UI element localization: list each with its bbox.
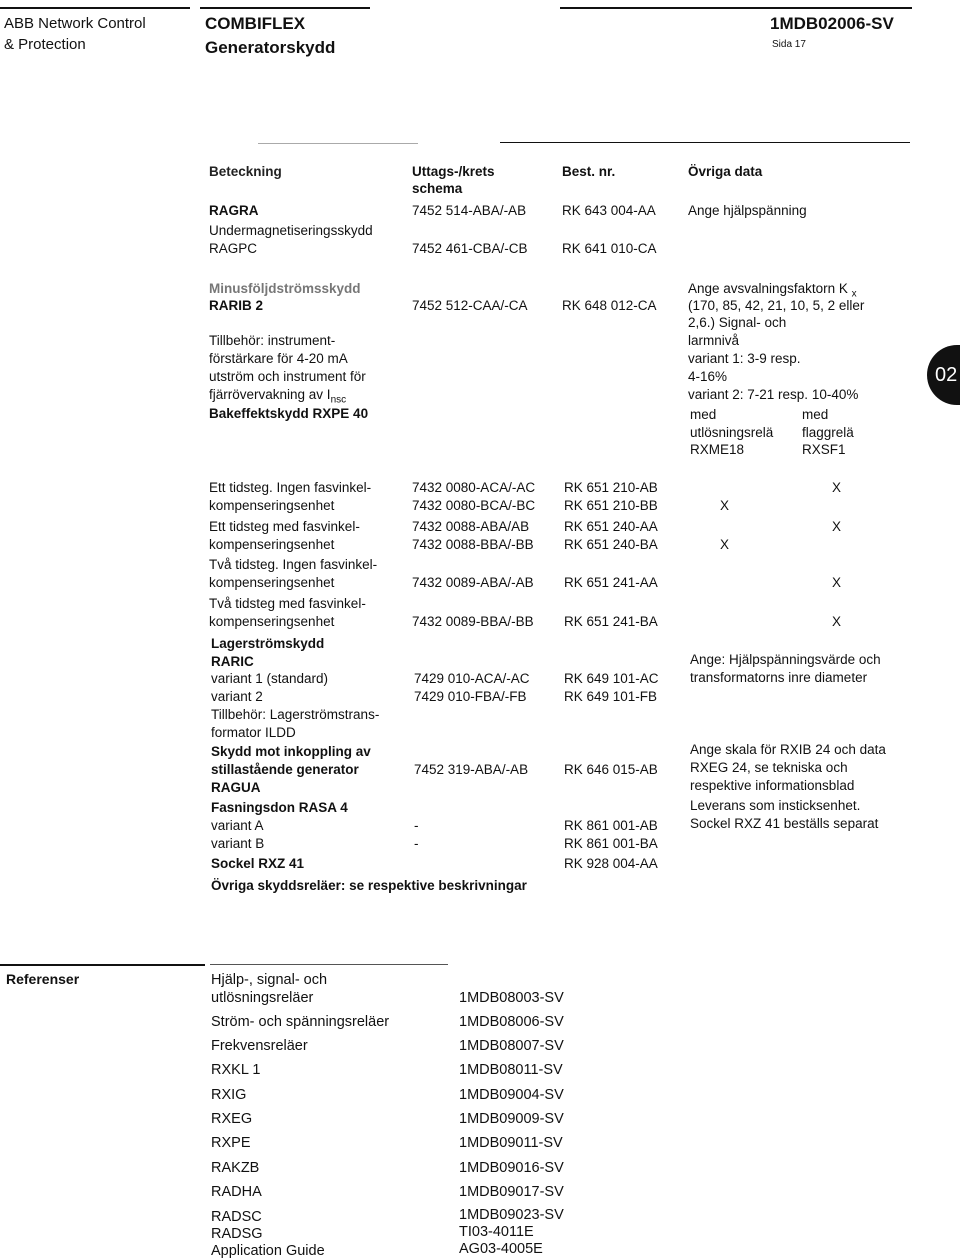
rarib-note-2: (170, 85, 42, 21, 10, 5, 2 eller xyxy=(688,298,865,313)
row4-flag-mark: X xyxy=(832,614,842,629)
col-head-schema-2: schema xyxy=(412,181,463,196)
rarib-accessory-2: förstärkare för 4-20 mA xyxy=(209,351,348,366)
raric-accessory-2: formator ILDD xyxy=(211,725,296,740)
raric-note-1: Ange: Hjälpspänningsvärde och xyxy=(690,652,881,667)
rxme18-label: RXME18 xyxy=(690,442,745,457)
row2-flag-mark: X xyxy=(832,519,842,534)
rarib-note-1-text: Ange avsvalningsfaktorn K xyxy=(688,281,848,296)
row1-schema-1: 7432 0080-ACA/-AC xyxy=(412,480,536,495)
section-rule-right xyxy=(500,142,910,143)
chapter-tab xyxy=(927,345,960,405)
row2-trip-mark: X xyxy=(720,537,730,552)
lager-heading: Lagerströmskydd xyxy=(211,636,325,651)
document-number: 1MDB02006-SV xyxy=(770,14,894,33)
row4-desc-2: kompenseringsenhet xyxy=(209,614,335,629)
fas-variant-a-order: RK 861 001-AB xyxy=(564,818,658,833)
row3-desc-2: kompenseringsenhet xyxy=(209,575,335,590)
ref-name-1: Ström- och spänningsreläer xyxy=(211,1014,390,1030)
page-number: Sida 17 xyxy=(772,39,806,50)
rarib-note-4: larmnivå xyxy=(688,333,740,348)
ragra-label: RAGRA xyxy=(209,203,259,218)
ref-name-9: RADSC xyxy=(211,1209,262,1225)
med-label-1: med xyxy=(690,407,717,422)
fas-variant-a: variant A xyxy=(211,818,264,833)
rarib-accessory-3: utström och instrument för xyxy=(209,369,366,384)
rarib-note-7: variant 2: 7-21 resp. 10-40% xyxy=(688,387,859,402)
ref-code-1: 1MDB08006-SV xyxy=(459,1014,564,1030)
raric-variant1-order: RK 649 101-AC xyxy=(564,671,659,686)
flag-relay-label: flaggrelä xyxy=(802,425,854,440)
rarib-accessory-4-sub: nsc xyxy=(330,394,347,406)
row2-schema-2: 7432 0088-BBA/-BB xyxy=(412,537,534,552)
row2-schema-1: 7432 0088-ABA/AB xyxy=(412,519,530,534)
ref-name-7: RAKZB xyxy=(211,1160,260,1176)
row2-desc-1: Ett tidsteg med fasvinkel- xyxy=(209,519,360,534)
row2-order-2: RK 651 240-BA xyxy=(564,537,658,552)
fas-note-2: Sockel RXZ 41 beställs separat xyxy=(690,816,879,831)
raric-variant2: variant 2 xyxy=(211,689,263,704)
company-line2: & Protection xyxy=(4,36,86,53)
rarib-note-1-sub: x xyxy=(851,288,857,300)
row4-schema: 7432 0089-BBA/-BB xyxy=(412,614,534,629)
rarib-note-3: 2,6.) Signal- och xyxy=(688,315,787,330)
fas-variant-b-schema: - xyxy=(414,836,419,851)
rarib-accessory-1: Tillbehör: instrument- xyxy=(209,333,336,348)
ragua-order: RK 646 015-AB xyxy=(564,762,658,777)
ref-name-11: Application Guide xyxy=(211,1243,325,1259)
row1-order-2: RK 651 210-BB xyxy=(564,498,658,513)
row1-trip-mark: X xyxy=(720,498,730,513)
rarib-note-5: variant 1: 3-9 resp. xyxy=(688,351,801,366)
other-relays-note: Övriga skyddsreläer: se respektive beskrivningar xyxy=(211,878,527,893)
row4-order: RK 651 241-BA xyxy=(564,614,658,629)
ragra-schema: 7452 514-ABA/-AB xyxy=(412,203,527,218)
row4-desc-1: Två tidsteg med fasvinkel- xyxy=(209,596,366,611)
fas-variant-a-schema: - xyxy=(414,818,419,833)
refs-rule-right xyxy=(210,964,448,965)
row2-order-1: RK 651 240-AA xyxy=(564,519,658,534)
ragpc-order: RK 641 010-CA xyxy=(562,241,657,256)
row1-desc-2: kompenseringsenhet xyxy=(209,498,335,513)
ragra-note: Ange hjälpspänning xyxy=(688,203,807,218)
ref-code-9: 1MDB09023-SV xyxy=(459,1207,564,1223)
trip-relay-label: utlösningsrelä xyxy=(690,425,774,440)
raric-variant2-schema: 7429 010-FBA/-FB xyxy=(414,689,527,704)
header-rule-left xyxy=(0,7,190,9)
minus-heading: Minusföljdströmsskydd xyxy=(209,281,361,296)
ref-code-5: 1MDB09009-SV xyxy=(459,1111,564,1127)
product-subtitle: Generatorskydd xyxy=(205,38,336,57)
med-label-2: med xyxy=(802,407,829,422)
header-rule-right xyxy=(560,7,912,9)
section-rule-left xyxy=(258,143,418,144)
raric-note-2: transformatorns inre diameter xyxy=(690,670,868,685)
row1-desc-1: Ett tidsteg. Ingen fasvinkel- xyxy=(209,480,372,495)
fas-note-1: Leverans som insticksenhet. xyxy=(690,798,861,813)
row1-schema-2: 7432 0080-BCA/-BC xyxy=(412,498,536,513)
sockel-label: Sockel RXZ 41 xyxy=(211,856,305,871)
rarib-schema: 7452 512-CAA/-CA xyxy=(412,298,528,313)
row1-order-1: RK 651 210-AB xyxy=(564,480,658,495)
ref-name-6: RXPE xyxy=(211,1135,251,1151)
ref-name-0b: utlösningsreläer xyxy=(211,990,314,1006)
company-line1: ABB Network Control xyxy=(4,15,146,32)
fas-variant-b: variant B xyxy=(211,836,265,851)
ragra-order: RK 643 004-AA xyxy=(562,203,656,218)
sockel-order: RK 928 004-AA xyxy=(564,856,658,871)
ref-name-8: RADHA xyxy=(211,1184,262,1200)
refs-rule-left xyxy=(0,964,205,966)
ragua-note-1: Ange skala för RXIB 24 och data xyxy=(690,742,886,757)
col-head-schema-1: Uttags-/krets xyxy=(412,164,495,179)
ragua-note-3: respektive informationsblad xyxy=(690,778,855,793)
refs-title: Referenser xyxy=(6,971,80,987)
col-head-designation: Beteckning xyxy=(209,164,282,179)
ref-code-3: 1MDB08011-SV xyxy=(459,1062,563,1078)
raric-variant1: variant 1 (standard) xyxy=(211,671,329,686)
ref-code-10: TI03-4011E xyxy=(459,1224,534,1240)
ref-code-7: 1MDB09016-SV xyxy=(459,1160,564,1176)
skydd-heading-1: Skydd mot inkoppling av xyxy=(211,744,371,759)
raric-variant2-order: RK 649 101-FB xyxy=(564,689,658,704)
header-rule-mid xyxy=(200,7,370,9)
ref-name-10: RADSG xyxy=(211,1226,263,1242)
rarib-label: RARIB 2 xyxy=(209,298,264,313)
ref-name-2: Frekvensreläer xyxy=(211,1038,308,1054)
fasningsdon-heading: Fasningsdon RASA 4 xyxy=(211,800,348,815)
row3-schema: 7432 0089-ABA/-AB xyxy=(412,575,534,590)
ref-code-8: 1MDB09017-SV xyxy=(459,1184,564,1200)
col-head-order-no: Best. nr. xyxy=(562,164,616,179)
ragpc-schema: 7452 461-CBA/-CB xyxy=(412,241,528,256)
ragpc-label: RAGPC xyxy=(209,241,258,256)
col-head-other-data: Övriga data xyxy=(688,164,763,179)
row3-flag-mark: X xyxy=(832,575,842,590)
ref-code-2: 1MDB08007-SV xyxy=(459,1038,564,1054)
ragua-note-2: RXEG 24, se tekniska och xyxy=(690,760,848,775)
bakeffekt-label: Bakeffektskydd RXPE 40 xyxy=(209,406,369,421)
ref-name-4: RXIG xyxy=(211,1087,247,1103)
ref-name-5: RXEG xyxy=(211,1111,253,1127)
raric-accessory-1: Tillbehör: Lagerströmstrans- xyxy=(211,707,380,722)
row3-order: RK 651 241-AA xyxy=(564,575,658,590)
rarib-order: RK 648 012-CA xyxy=(562,298,657,313)
ragua-label: RAGUA xyxy=(211,780,261,795)
raric-variant1-schema: 7429 010-ACA/-AC xyxy=(414,671,530,686)
row1-flag-mark: X xyxy=(832,480,842,495)
ref-code-0: 1MDB08003-SV xyxy=(459,990,564,1006)
row3-desc-1: Två tidsteg. Ingen fasvinkel- xyxy=(209,557,378,572)
ref-code-6: 1MDB09011-SV xyxy=(459,1135,563,1151)
rarib-note-6: 4-16% xyxy=(688,369,728,384)
ref-name-3: RXKL 1 xyxy=(211,1062,261,1078)
product-name: COMBIFLEX xyxy=(205,14,306,33)
raric-label: RARIC xyxy=(211,654,254,669)
ref-code-4: 1MDB09004-SV xyxy=(459,1087,564,1103)
row2-desc-2: kompenseringsenhet xyxy=(209,537,335,552)
rxsf1-label: RXSF1 xyxy=(802,442,846,457)
ref-code-11: AG03-4005E xyxy=(459,1241,543,1257)
chapter-tab-label: 02 xyxy=(935,363,958,386)
fas-variant-b-order: RK 861 001-BA xyxy=(564,836,658,851)
ref-name-0a: Hjälp-, signal- och xyxy=(211,972,328,988)
rarib-accessory-4-text: fjärrövervakning av I xyxy=(209,387,331,402)
undermag-label: Undermagnetiseringsskydd xyxy=(209,223,373,238)
ragua-schema: 7452 319-ABA/-AB xyxy=(414,762,529,777)
skydd-heading-2: stillastående generator xyxy=(211,762,359,777)
